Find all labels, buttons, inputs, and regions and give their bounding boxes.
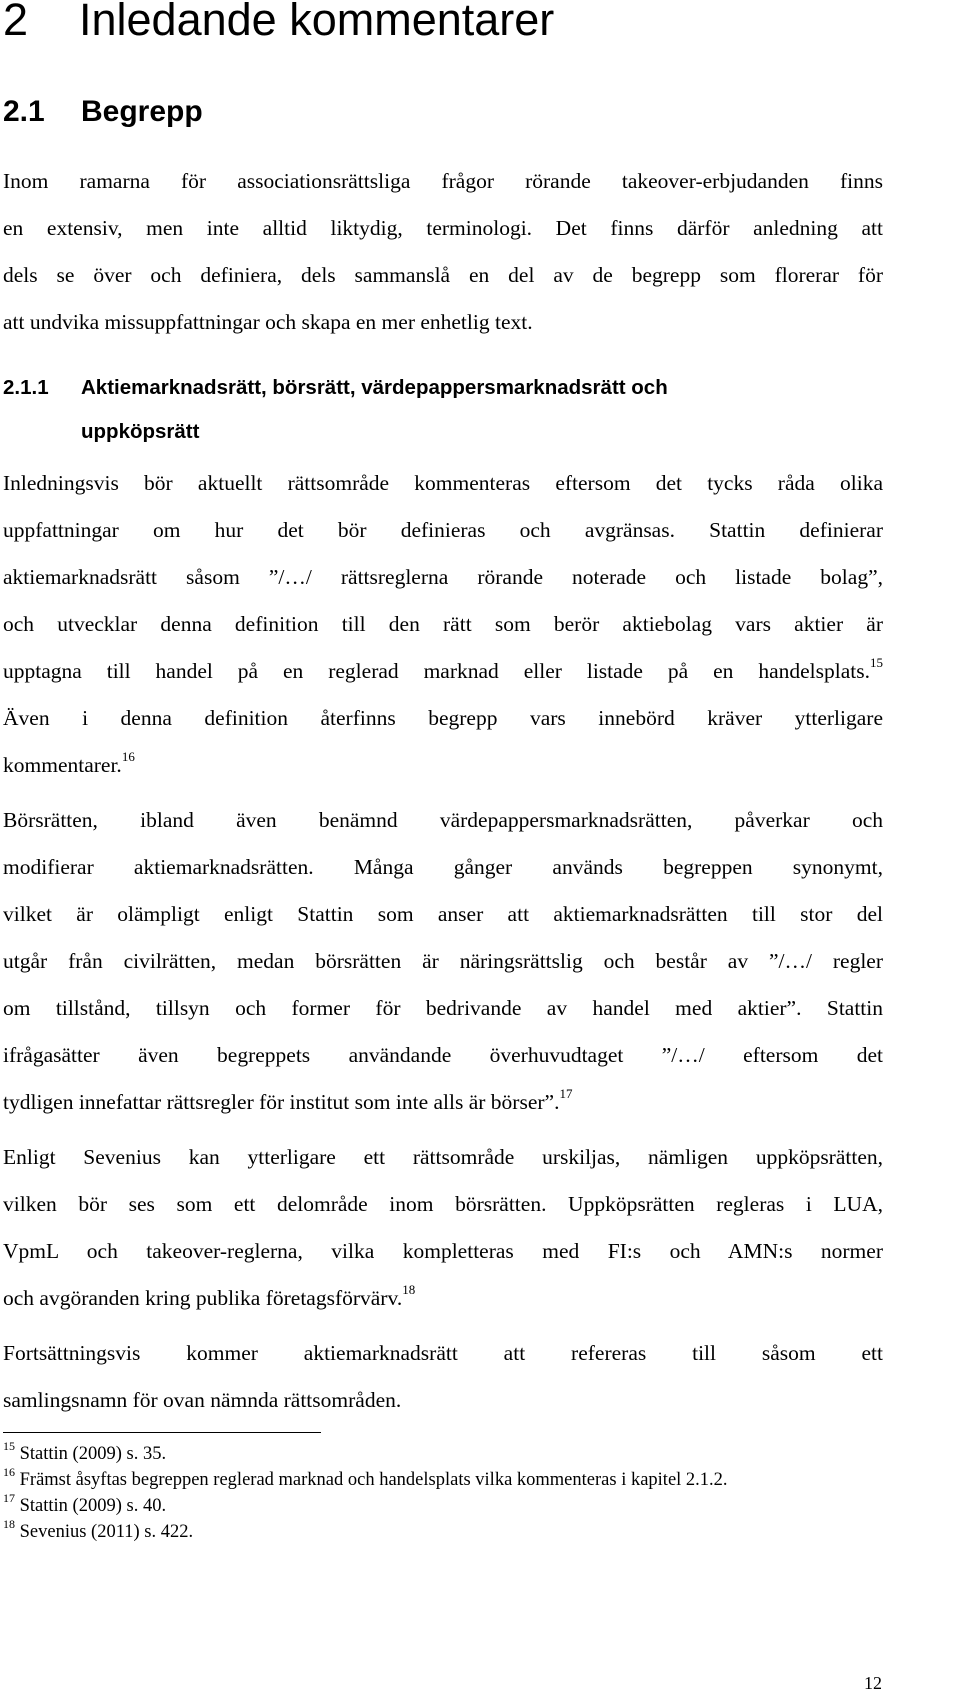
line-text: upptagna till handel på en reglerad marknad eller listade på en handelsplats.	[3, 659, 870, 683]
section-heading	[3, 92, 203, 132]
footnote-reference: 15	[870, 655, 883, 670]
text-line	[3, 1377, 883, 1424]
footnote-reference: 18	[402, 1282, 416, 1297]
text-line	[3, 938, 883, 985]
line-text: uppfattningar om hur det bör definieras och avgränsas. Stattin definierar	[3, 518, 883, 542]
text-line	[3, 891, 883, 938]
intro-paragraph	[3, 158, 883, 346]
text-line: en extensiv, men inte alltid liktydig, terminologi. Det finns därför anledning att	[3, 216, 883, 240]
line-text: utgår från civilrätten, medan börsrätten är näringsrättslig och består av ”/…/ regler	[3, 949, 883, 973]
section-title: Begrepp	[81, 95, 203, 128]
line-text: modifierar aktiemarknadsrätten. Många gånger används begreppen synonymt,	[3, 855, 883, 879]
footnote	[3, 1519, 728, 1545]
text-line	[3, 797, 883, 844]
subsection-heading	[3, 366, 883, 454]
paragraph-uppkopsratt	[3, 1134, 883, 1322]
page-number: 12	[864, 1673, 882, 1693]
paragraph-fortsattningsvis	[3, 1330, 883, 1424]
text-line	[3, 1032, 883, 1079]
line-text: vilken bör ses som ett delområde inom börsrätten. Uppköpsrätten regleras i LUA,	[3, 1192, 883, 1216]
chapter-number: 2	[3, 0, 29, 45]
text-line	[3, 460, 883, 507]
text-line: Inom ramarna för associationsrättsliga frågor rörande takeover-erbjudanden finns	[3, 169, 883, 193]
text-line	[3, 554, 883, 601]
text-line	[3, 1181, 883, 1228]
text-line	[3, 1228, 883, 1275]
line-text: ifrågasätter även begreppets användande överhuvudtaget ”/…/ eftersom det	[3, 1043, 883, 1067]
footnote-number: 17	[3, 1491, 15, 1505]
text-line	[3, 648, 883, 695]
footnote	[3, 1493, 728, 1519]
text-line	[3, 1275, 883, 1322]
line-text: aktiemarknadsrätt såsom ”/…/ rättsreglerna rörande noterade och listade bolag”,	[3, 565, 883, 589]
footnotes-list	[3, 1441, 728, 1545]
paragraph-borsratt	[3, 797, 883, 1126]
footnote-text: Sevenius (2011) s. 422.	[19, 1522, 194, 1542]
footnote-text: Stattin (2009) s. 40.	[19, 1496, 167, 1516]
subsection-title-line1: Aktiemarknadsrätt, börsrätt, värdepappersmarknadsrätt och	[81, 376, 668, 399]
line-text: vilket är olämpligt enligt Stattin som anser att aktiemarknadsrätten till stor del	[3, 902, 883, 926]
line-text: VpmL och takeover-reglerna, vilka kompletteras med FI:s och AMN:s normer	[3, 1239, 883, 1263]
line-text: och utvecklar denna definition till den rätt som berör aktiebolag vars aktier är	[3, 612, 883, 636]
footnote-text: Stattin (2009) s. 35.	[19, 1444, 167, 1464]
text-line	[3, 695, 883, 742]
text-line	[3, 844, 883, 891]
line-text: Inledningsvis bör aktuellt rättsområde kommenteras eftersom det tycks råda olika	[3, 471, 883, 495]
footnote-reference: 16	[121, 749, 135, 764]
section-number: 2.1	[3, 95, 45, 128]
footnote-reference: 17	[559, 1086, 573, 1101]
line-text: samlingsnamn för ovan nämnda rättsområden.	[3, 1388, 402, 1412]
text-line	[3, 1079, 883, 1126]
text-line	[3, 1134, 883, 1181]
text-line	[3, 601, 883, 648]
line-text: Enligt Sevenius kan ytterligare ett rättsområde urskiljas, nämligen uppköpsrätten,	[3, 1145, 883, 1169]
footnote-separator	[3, 1432, 321, 1433]
footnote	[3, 1467, 728, 1493]
line-text: kommentarer.	[3, 753, 122, 777]
text-line	[3, 985, 883, 1032]
line-text: om tillstånd, tillsyn och former för bedrivande av handel med aktier”. Stattin	[3, 996, 883, 1020]
text-line: att undvika missuppfattningar och skapa en mer enhetlig text.	[3, 310, 533, 334]
text-line: dels se över och definiera, dels sammanslå en del av de begrepp som florerar för	[3, 263, 883, 287]
line-text: tydligen innefattar rättsregler för institut som inte alls är börser”.	[3, 1090, 560, 1114]
line-text: Börsrätten, ibland även benämnd värdepappersmarknadsrätten, påverkar och	[3, 808, 883, 832]
chapter-heading	[3, 0, 554, 46]
footnote-text: Främst åsyftas begreppen reglerad marknad och handelsplats vilka kommenteras i kapitel 2.1.2.	[19, 1470, 728, 1490]
subsection-title-line2: uppköpsrätt	[81, 420, 200, 443]
text-line	[3, 507, 883, 554]
chapter-title: Inledande kommentarer	[79, 0, 555, 45]
footnote	[3, 1441, 728, 1467]
footnote-number: 18	[3, 1517, 15, 1531]
text-line	[3, 742, 883, 789]
paragraph-aktiemarknadsratt	[3, 460, 883, 789]
footnote-number: 16	[3, 1465, 15, 1479]
footnote-number: 15	[3, 1439, 15, 1453]
subsection-number: 2.1.1	[3, 376, 49, 399]
line-text: Fortsättningsvis kommer aktiemarknadsrätt att refereras till såsom ett	[3, 1341, 883, 1365]
line-text: och avgöranden kring publika företagsförvärv.	[3, 1286, 403, 1310]
line-text: Även i denna definition återfinns begrepp vars innebörd kräver ytterligare	[3, 706, 883, 730]
text-line	[3, 1330, 883, 1377]
